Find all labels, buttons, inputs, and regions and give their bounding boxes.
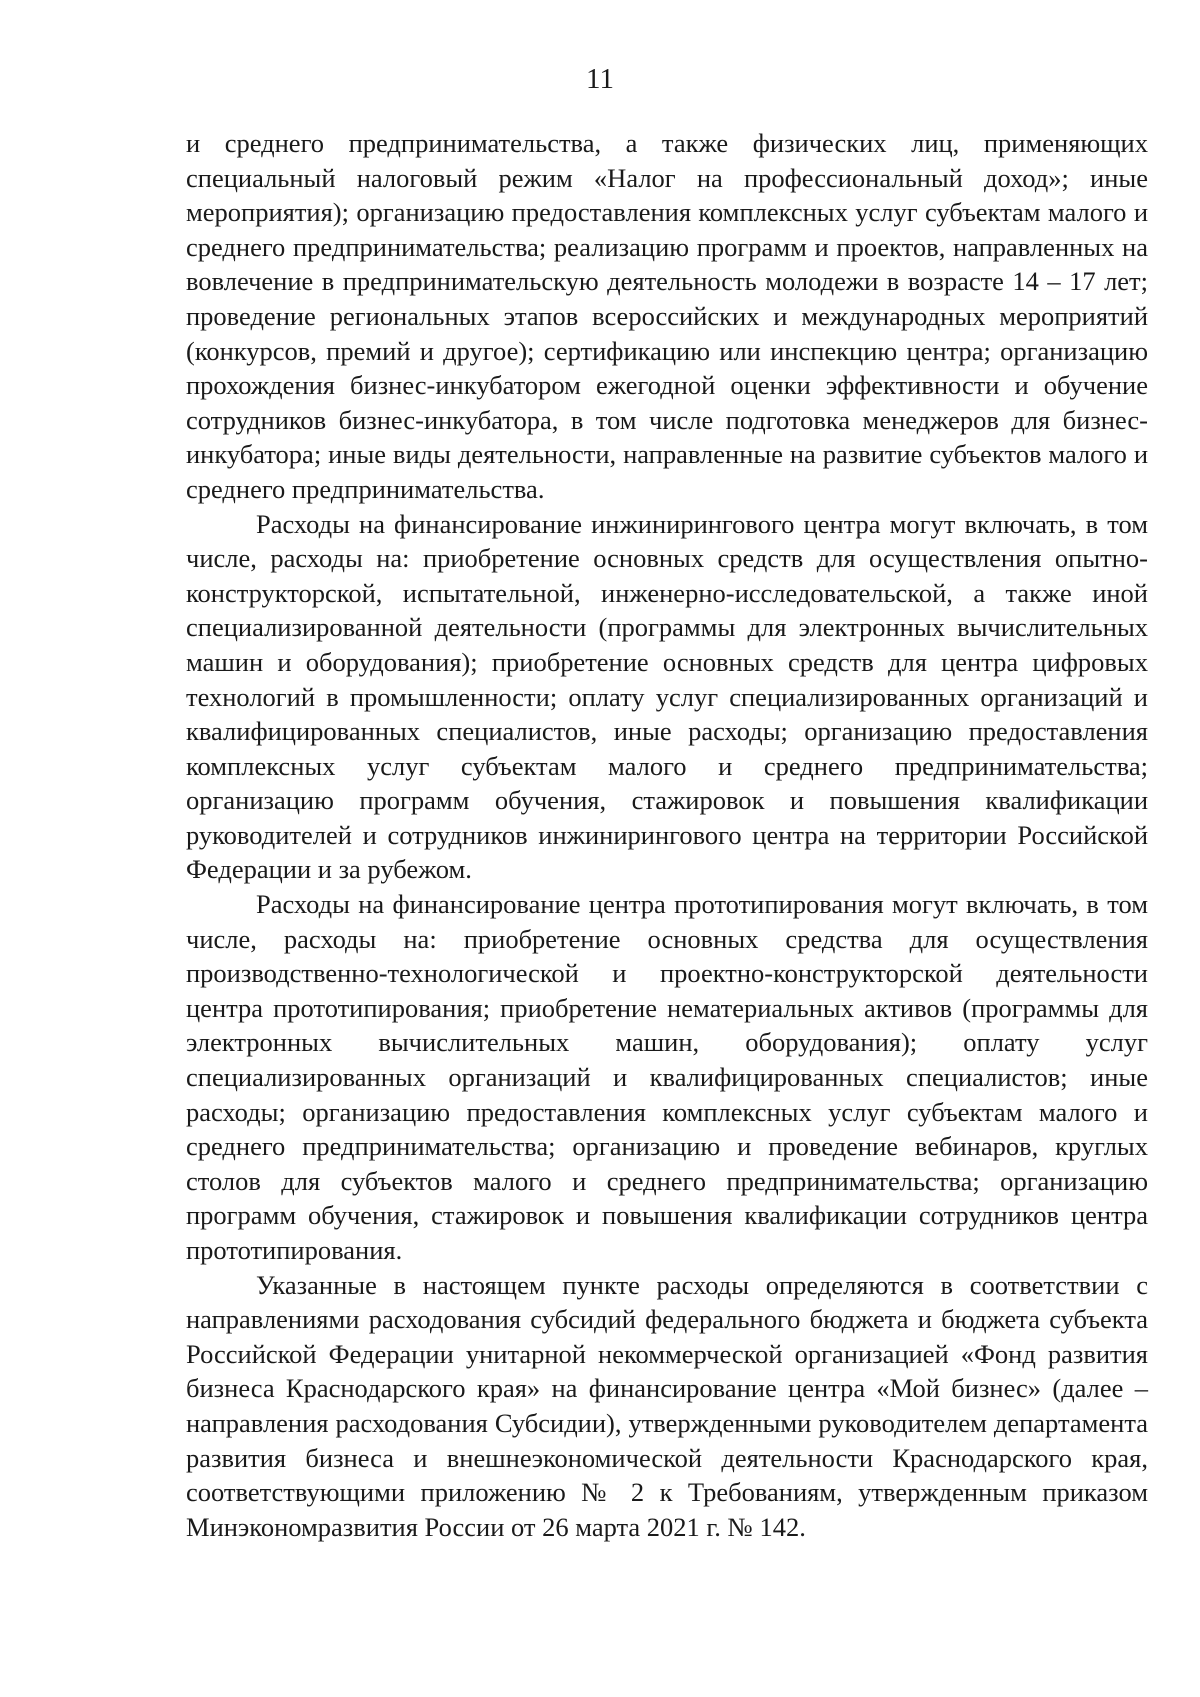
paragraph-4: Указанные в настоящем пункте расходы определяются в соответствии с направлениями расходования субсидий федерального бюджета и бюджета субъекта Российской Федерации унитарной некоммерческой организацией «Фонд развития бизнеса Краснодарского края» на финансирование центра «Мой бизнес» (далее – направления расходования Субсидии), утвержденными руководителем департамента развития бизнеса и внешнеэкономической деятельности Краснодарского края, соответствующими приложению № 2 к Требованиям, утвержденным приказом Минэкономразвития России от 26 марта 2021 г. № 142. [186,1269,1148,1542]
document-body [186,126,1148,1544]
page-number: 11 [586,63,614,95]
paragraph-2: Расходы на финансирование инжинирингового центра могут включать, в том числе, расходы на: приобретение основных средств для осуществления опытно-конструкторской, испытательной, инженерно-исследовательской, а также иной специализированной деятельности (программы для электронных вычислительных машин и оборудования); приобретение основных средств для центра цифровых технологий в промышленности; оплату услуг специализированных организаций и квалифицированных специалистов, иные расходы; организацию предоставления комплексных услуг субъектам малого и среднего предпринимательства; организацию программ обучения, стажировок и повышения квалификации руководителей и сотрудников инжинирингового центра на территории Российской Федерации и за рубежом. [186,508,1148,885]
paragraph-3: Расходы на финансирование центра прототипирования могут включать, в том числе, расходы на: приобретение основных средства для осуществления производственно-технологической и проектно-конструкторской деятельности центра прототипирования; приобретение нематериальных активов (программы для электронных вычислительных машин, оборудования); оплату услуг специализированных организаций и квалифицированных специалистов; иные расходы; организацию предоставления комплексных услуг субъектам малого и среднего предпринимательства; организацию и проведение вебинаров, круглых столов для субъектов малого и среднего предпринимательства; организацию программ обучения, стажировок и повышения квалификации сотрудников центра прототипирования. [186,889,1148,1265]
paragraph-1: и среднего предпринимательства, а также физических лиц, применяющих специальный налоговый режим «Налог на профессиональный доход»; иные мероприятия); организацию предоставления комплексных услуг субъектам малого и среднего предпринимательства; реализацию программ и проектов, направленных на вовлечение в предпринимательскую деятельность молодежи в возрасте 14 – 17 лет; проведение региональных этапов всероссийских и международных мероприятий (конкурсов, премий и другое); сертификацию или инспекцию центра; организацию прохождения бизнес-инкубатором ежегодной оценки эффективности и обучение сотрудников бизнес-инкубатора, в том числе подготовка менеджеров для бизнес-инкубатора; иные виды деятельности, направленные на развитие субъектов малого и среднего предпринимательства. [186,128,1148,504]
